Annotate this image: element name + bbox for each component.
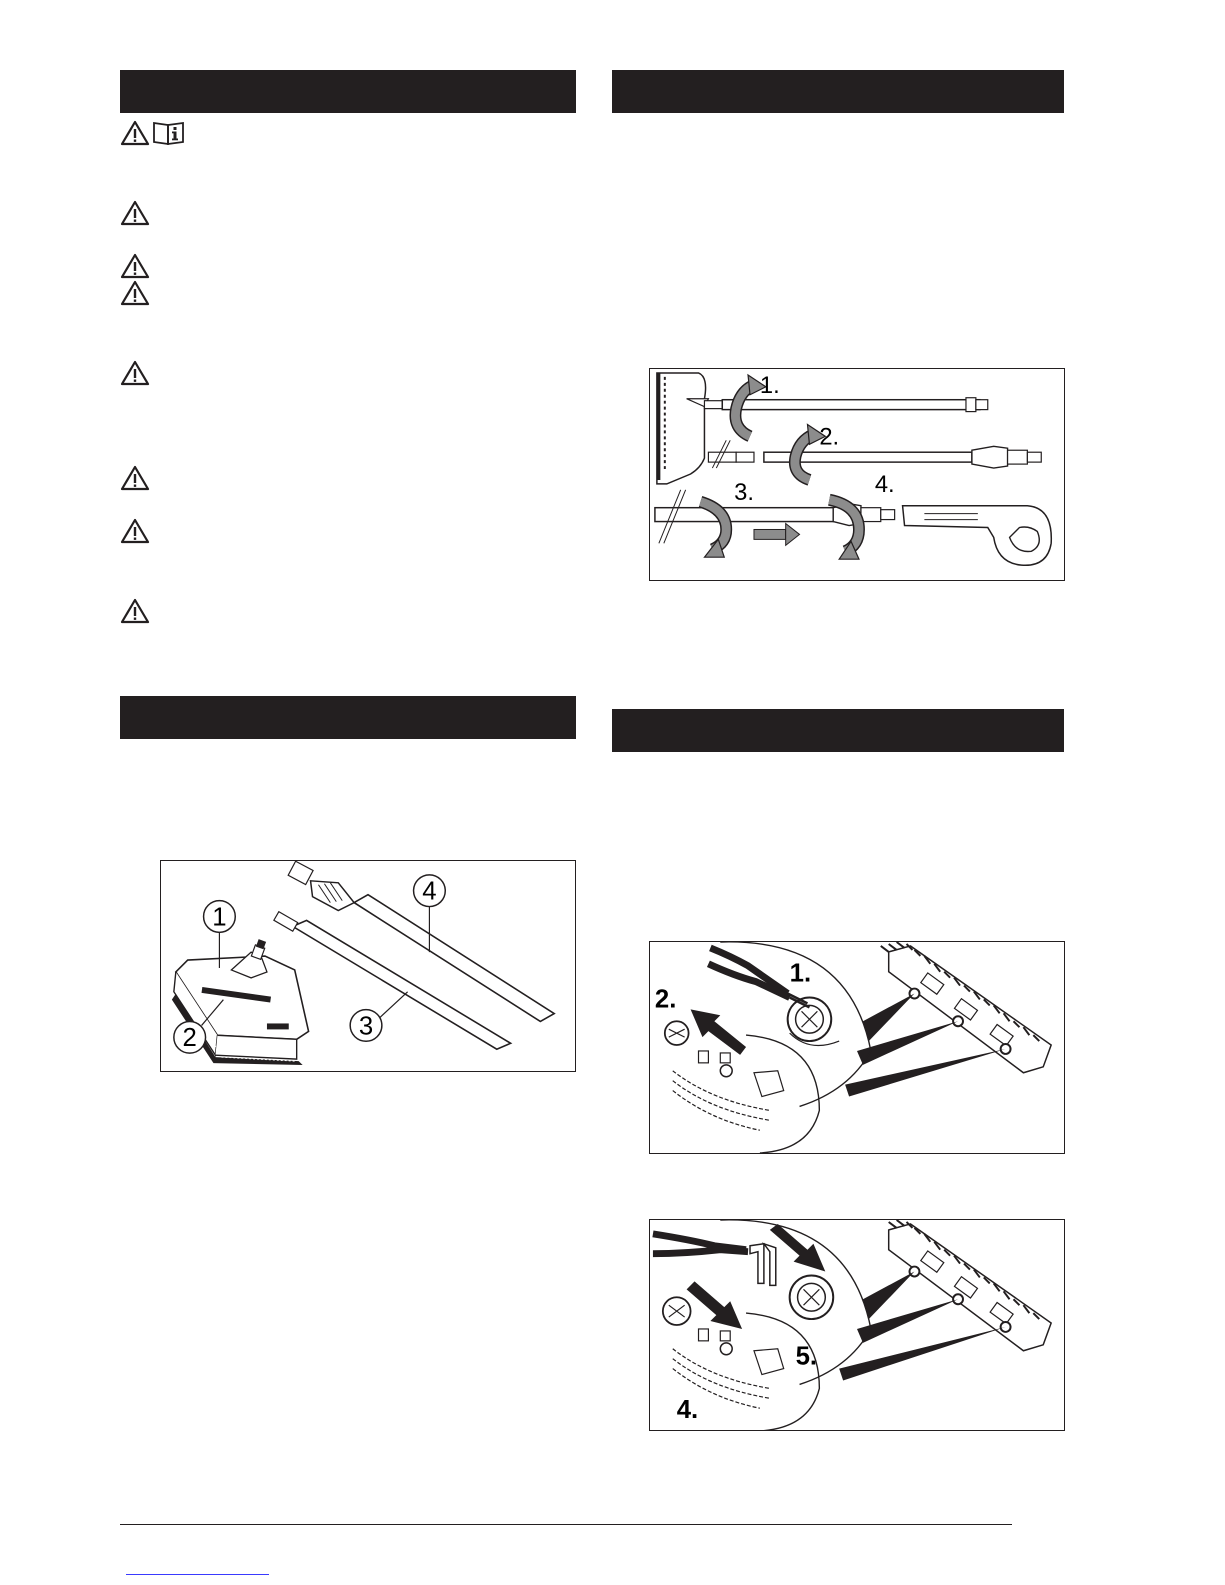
step-label: 4. bbox=[676, 1396, 699, 1425]
step-label: 2. bbox=[819, 423, 840, 451]
warning-triangle-icon bbox=[120, 120, 150, 146]
warning-triangle-icon bbox=[120, 518, 150, 544]
nozzle-insertion-illustration bbox=[650, 1220, 1064, 1430]
figure-assembly-steps bbox=[649, 368, 1065, 581]
figure-nozzle-removal bbox=[649, 941, 1065, 1154]
step-label: 1. bbox=[789, 959, 812, 988]
footer-rule bbox=[120, 1524, 1012, 1525]
section-header-overview bbox=[120, 696, 576, 739]
figure-parts-overview bbox=[160, 860, 576, 1072]
warning-triangle-icon bbox=[120, 253, 150, 279]
bottom-link-underline[interactable] bbox=[126, 1574, 269, 1575]
warning-triangle-icon bbox=[120, 598, 150, 624]
callout-label: 2 bbox=[182, 1024, 197, 1053]
step-label: 2. bbox=[654, 985, 677, 1014]
nozzle-removal-illustration bbox=[650, 942, 1064, 1153]
warning-triangle-icon bbox=[120, 465, 150, 491]
warning-triangle-icon bbox=[120, 200, 150, 226]
step-label: 5. bbox=[795, 1342, 818, 1371]
step-label: 1. bbox=[759, 371, 780, 399]
warning-triangle-icon bbox=[120, 360, 150, 386]
step-label: 4. bbox=[874, 470, 895, 498]
section-header-safety bbox=[120, 70, 576, 113]
step-label: 3. bbox=[734, 478, 754, 506]
parts-illustration bbox=[161, 861, 575, 1071]
figure-nozzle-insertion bbox=[649, 1219, 1065, 1431]
callout-label: 1 bbox=[212, 903, 227, 932]
read-manual-icon bbox=[152, 120, 186, 146]
assembly-illustration bbox=[650, 369, 1064, 580]
warning-triangle-icon bbox=[120, 280, 150, 306]
section-header-nozzle bbox=[612, 709, 1064, 752]
section-header-assembly bbox=[612, 70, 1064, 113]
callout-label: 4 bbox=[422, 877, 437, 906]
callout-label: 3 bbox=[358, 1012, 374, 1041]
